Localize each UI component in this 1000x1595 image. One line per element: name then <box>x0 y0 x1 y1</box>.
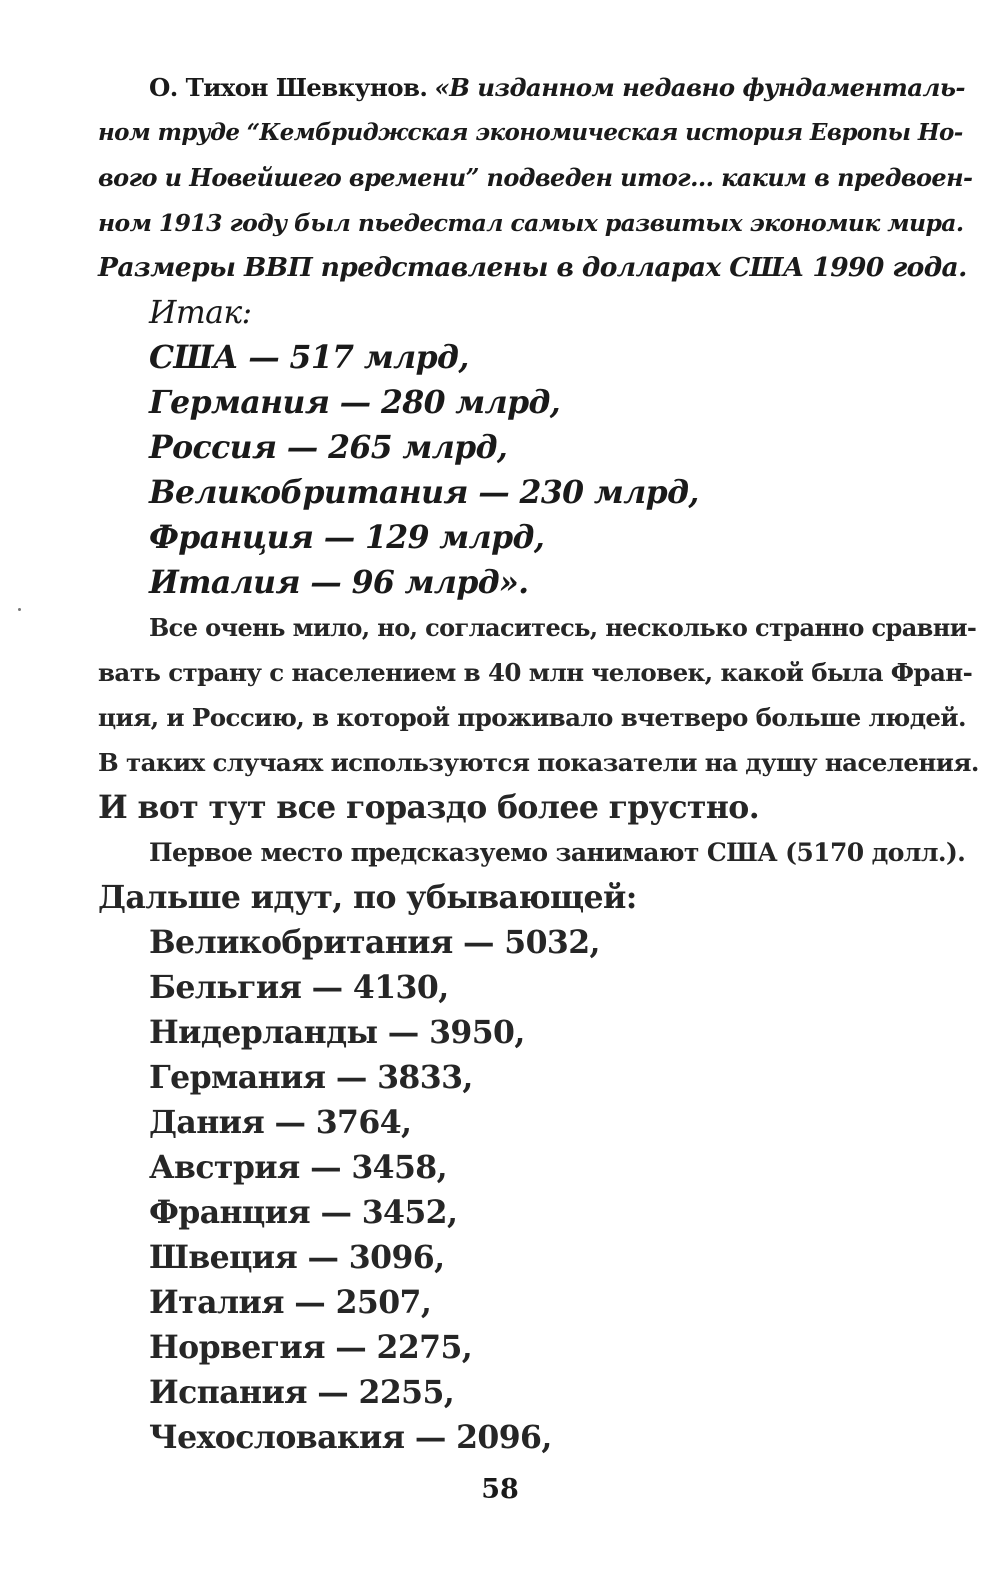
per-capita-item: Норвегия — 2275, <box>149 1329 473 1366</box>
gdp-list-item: Великобритания — 230 млрд, <box>149 474 699 511</box>
per-capita-item: Бельгия — 4130, <box>149 969 449 1006</box>
quote-author: О. Тихон Шевкунов. <box>149 73 428 102</box>
per-capita-item: Дания — 3764, <box>149 1104 412 1141</box>
commentary-line: Все очень мило, но, согласитесь, несколько странно сравни- <box>149 613 977 642</box>
commentary-line: вать страну с населением в 40 млн человек, какой была Фран- <box>98 658 973 687</box>
gdp-list-item: Италия — 96 млрд». <box>149 564 529 601</box>
per-capita-item: Германия — 3833, <box>149 1059 473 1096</box>
commentary-line: Первое место предсказуемо занимают США (5170 долл.). <box>149 838 966 867</box>
quote-opening: «В изданном недавно фундаменталь- <box>434 73 965 102</box>
gdp-list-item: Франция — 129 млрд, <box>149 519 545 556</box>
per-capita-item: Швеция — 3096, <box>149 1239 445 1276</box>
per-capita-item: Франция — 3452, <box>149 1194 458 1231</box>
commentary-line: Дальше идут, по убывающей: <box>98 879 637 916</box>
quote-line-3: вого и Новейшего времени” подведен итог... каким в предвоен- <box>98 163 973 192</box>
gdp-list-item: Германия — 280 млрд, <box>149 384 561 421</box>
quote-line-4: ном 1913 году был пьедестал самых развитых экономик мира. <box>98 209 964 237</box>
quote-line-2: ном труде “Кембриджская экономическая история Европы Но- <box>98 119 963 146</box>
quote-line-5: Размеры ВВП представлены в долларах США 1990 года. <box>98 252 967 283</box>
print-speck <box>18 608 21 611</box>
quote-intro: Итак: <box>149 295 252 331</box>
gdp-list-item: США — 517 млрд, <box>149 339 469 376</box>
per-capita-item: Великобритания — 5032, <box>149 924 600 961</box>
quote-line-1 <box>149 66 965 110</box>
commentary-line: В таких случаях используются показатели на душу населения. <box>98 748 979 777</box>
commentary-line: И вот тут все гораздо более грустно. <box>98 789 760 826</box>
commentary-line: ция, и Россию, в которой проживало вчетверо больше людей. <box>98 703 966 732</box>
per-capita-item: Италия — 2507, <box>149 1284 432 1321</box>
page-number: 58 <box>481 1474 519 1505</box>
gdp-list-item: Россия — 265 млрд, <box>149 429 508 466</box>
per-capita-item: Нидерланды — 3950, <box>149 1014 525 1051</box>
per-capita-item: Испания — 2255, <box>149 1374 455 1411</box>
per-capita-item: Австрия — 3458, <box>149 1149 447 1186</box>
per-capita-item: Чехословакия — 2096, <box>149 1419 552 1456</box>
